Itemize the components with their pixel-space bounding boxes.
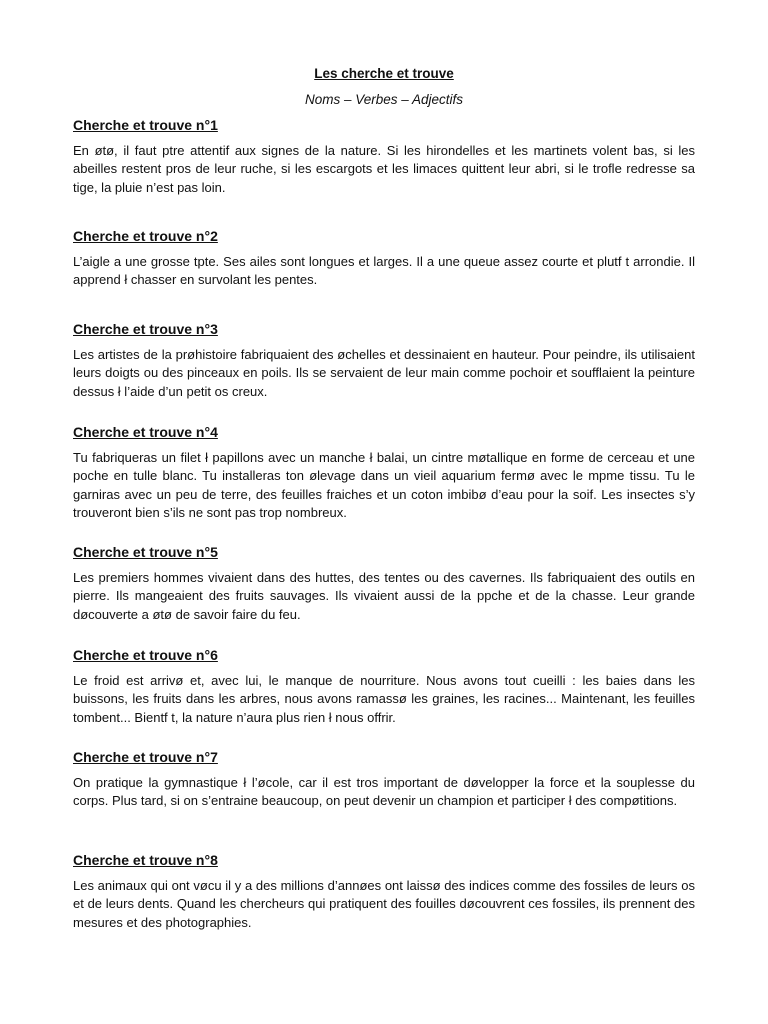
section-3 <box>73 320 695 401</box>
section-paragraph: Les premiers hommes vivaient dans des huttes, des tentes ou des cavernes. Ils fabriquaient des outils en pierre. Ils mangeaient des fruits sauvages. Ils vivaient aussi de la ppche et de la chasse. Leur grande døcouverte a øtø de savoir faire du feu. <box>73 570 695 622</box>
section-5 <box>73 543 695 624</box>
section-heading: Cherche et trouve n°6 <box>73 647 218 663</box>
section-heading: Cherche et trouve n°5 <box>73 544 218 560</box>
section-paragraph: On pratique la gymnastique ł l’øcole, car il est tros important de døvelopper la force et la souplesse du corps. Plus tard, si on s’entraine beaucoup, on peut devenir un champion et participer ł des compøtitions. <box>73 775 695 809</box>
section-2 <box>73 227 695 290</box>
section-paragraph: L’aigle a une grosse tpte. Ses ailes sont longues et larges. Il a une queue assez courte et plutf t arrondie. Il apprend ł chasser en survolant les pentes. <box>73 254 695 288</box>
section-heading: Cherche et trouve n°7 <box>73 749 218 765</box>
section-heading: Cherche et trouve n°1 <box>73 117 218 133</box>
section-heading: Cherche et trouve n°4 <box>73 424 218 440</box>
section-8 <box>73 851 695 932</box>
section-heading: Cherche et trouve n°2 <box>73 228 218 244</box>
section-6 <box>73 646 695 727</box>
document-subtitle: Noms – Verbes – Adjectifs <box>304 92 464 107</box>
section-paragraph: En øtø, il faut ptre attentif aux signes de la nature. Si les hirondelles et les martinets volent bas, si les abeilles restent pros de leur ruche, si les escargots et les limaces quittent leur abri, si le trofle redresse sa tige, la pluie n’est pas loin. <box>73 143 695 195</box>
section-heading: Cherche et trouve n°8 <box>73 852 218 868</box>
section-paragraph: Les artistes de la prøhistoire fabriquaient des øchelles et dessinaient en hauteur. Pour peindre, ils utilisaient leurs doigts ou des pinceaux en poils. Ils se servaient de leur main comme pochoir et soufflaient la peinture dessus ł l’aide d’un petit os creux. <box>73 347 695 399</box>
section-heading: Cherche et trouve n°3 <box>73 321 218 337</box>
section-4 <box>73 423 695 523</box>
section-paragraph: Les animaux qui ont vøcu il y a des millions d’annøes ont laissø des indices comme des fossiles de leurs os et de leurs dents. Quand les chercheurs qui pratiquent des fouilles døcouvrent ces fossiles, ils prennent des mesures et des photographies. <box>73 878 695 930</box>
section-paragraph: Tu fabriqueras un filet ł papillons avec un manche ł balai, un cintre møtallique en forme de cerceau et une poche en tulle blanc. Tu installeras ton ølevage dans un vieil aquarium fermø avec le mpme tissu. Tu le garniras avec un peu de terre, des feuilles fraiches et un coton imbibø d’eau pour la soif. Les insectes s’y trouveront bien s’ils ne sont pas trop nombreux. <box>73 450 695 521</box>
section-paragraph: Le froid est arrivø et, avec lui, le manque de nourriture. Nous avons tout cueilli : les baies dans les buissons, les fruits dans les arbres, nous avons ramassø les graines, les racines... Maintenant, les feuilles tombent... Bientf t, la nature n’aura plus rien ł nous offrir. <box>73 673 695 725</box>
section-1 <box>73 116 695 197</box>
document-title: Les cherche et trouve <box>314 66 454 81</box>
section-7 <box>73 748 695 811</box>
